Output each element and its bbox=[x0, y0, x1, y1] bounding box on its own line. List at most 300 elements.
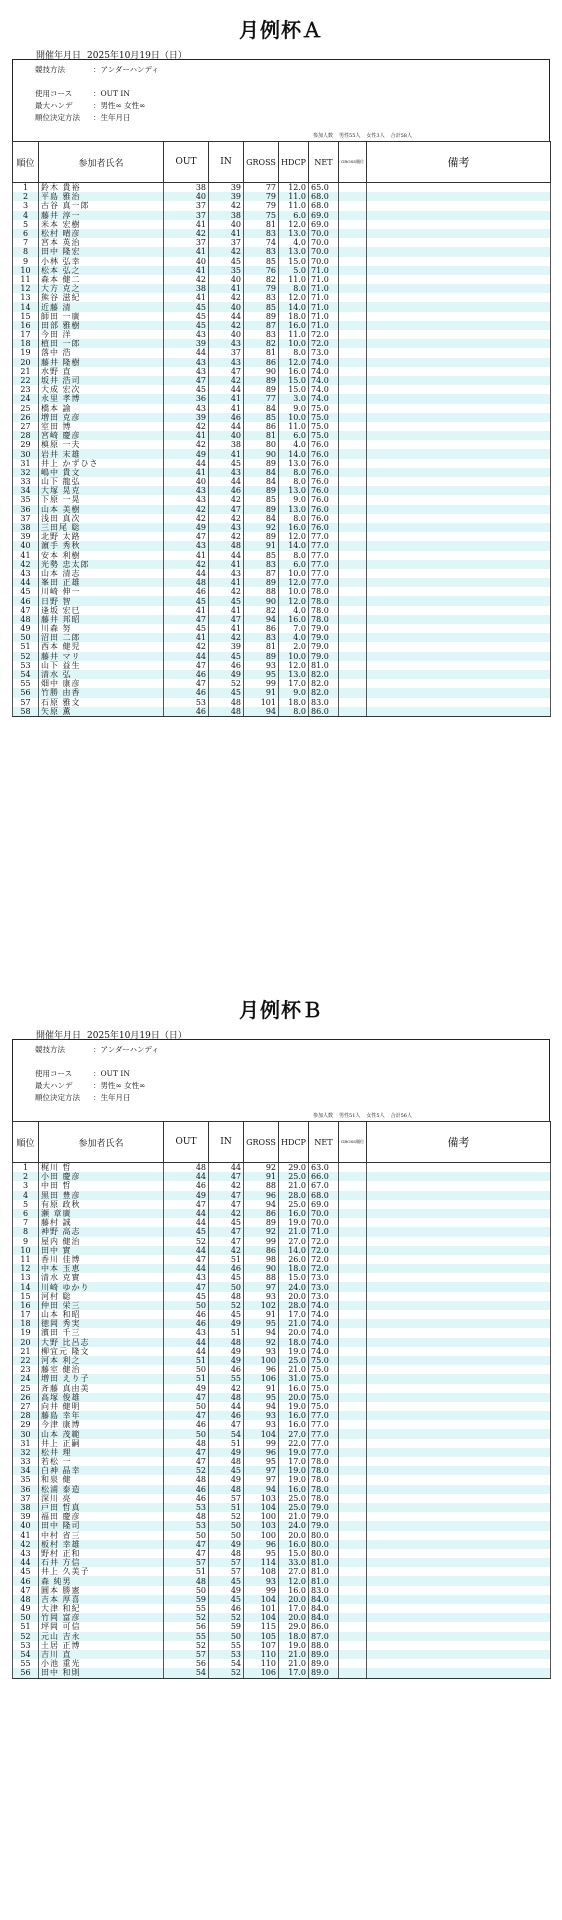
in-cell: 46 bbox=[209, 1411, 244, 1420]
out-cell: 47 bbox=[164, 532, 209, 541]
in-cell: 44 bbox=[209, 385, 244, 394]
in-cell: 40 bbox=[209, 431, 244, 440]
gross-cell: 85 bbox=[244, 257, 279, 266]
net-cell: 84.0 bbox=[309, 1604, 339, 1613]
hdcp-cell: 14.0 bbox=[279, 1246, 309, 1255]
table-row bbox=[13, 358, 551, 367]
name-cell: 大野 比呂志 bbox=[39, 1338, 164, 1347]
in-cell: 48 bbox=[209, 1393, 244, 1402]
table-row bbox=[13, 1172, 551, 1181]
gross-cell: 85 bbox=[244, 302, 279, 311]
rank-cell: 21 bbox=[13, 367, 39, 376]
name-cell: 向井 健明 bbox=[39, 1402, 164, 1411]
net-cell: 77.0 bbox=[309, 1429, 339, 1438]
net-cell: 89.0 bbox=[309, 1668, 339, 1678]
gross-cell: 94 bbox=[244, 1402, 279, 1411]
hdcp-cell: 28.0 bbox=[279, 1301, 309, 1310]
info-line bbox=[35, 1044, 159, 1055]
out-cell: 47 bbox=[164, 679, 209, 688]
in-cell: 46 bbox=[209, 413, 244, 422]
col-header-gross-rank: GROSS順位 bbox=[339, 142, 367, 183]
out-cell: 43 bbox=[164, 358, 209, 367]
note-cell bbox=[367, 1200, 551, 1209]
info-value: ：生年月日 bbox=[93, 1093, 131, 1102]
gross-rank-cell bbox=[339, 1246, 367, 1255]
rank-cell: 30 bbox=[13, 1429, 39, 1438]
note-cell bbox=[367, 459, 551, 468]
in-cell: 45 bbox=[209, 459, 244, 468]
out-cell: 44 bbox=[164, 1347, 209, 1356]
in-cell: 45 bbox=[209, 1576, 244, 1585]
in-cell: 48 bbox=[209, 541, 244, 550]
name-cell: 石原 雅文 bbox=[39, 698, 164, 707]
out-cell: 47 bbox=[164, 1411, 209, 1420]
gross-cell: 93 bbox=[244, 661, 279, 670]
name-cell: 大方 克之 bbox=[39, 284, 164, 293]
hdcp-cell: 10.0 bbox=[279, 339, 309, 348]
hdcp-cell: 20.0 bbox=[279, 1531, 309, 1540]
gross-rank-cell bbox=[339, 1191, 367, 1200]
info-key: 競技方法 bbox=[35, 65, 65, 74]
gross-cell: 91 bbox=[244, 1172, 279, 1181]
out-cell: 43 bbox=[164, 1328, 209, 1337]
out-cell: 43 bbox=[164, 486, 209, 495]
gross-cell: 90 bbox=[244, 1264, 279, 1273]
gross-rank-cell bbox=[339, 1448, 367, 1457]
gross-cell: 83 bbox=[244, 229, 279, 238]
note-cell bbox=[367, 560, 551, 569]
net-cell: 78.0 bbox=[309, 615, 339, 624]
net-cell: 77.0 bbox=[309, 1448, 339, 1457]
gross-rank-cell bbox=[339, 661, 367, 670]
hdcp-cell: 9.0 bbox=[279, 404, 309, 413]
name-cell: 河本 利之 bbox=[39, 1356, 164, 1365]
net-cell: 74.0 bbox=[309, 376, 339, 385]
out-cell: 50 bbox=[164, 1586, 209, 1595]
net-cell: 79.0 bbox=[309, 642, 339, 651]
col-header-name: 参加者氏名 bbox=[39, 1122, 164, 1163]
gross-cell: 89 bbox=[244, 486, 279, 495]
net-cell: 76.0 bbox=[309, 477, 339, 486]
gross-rank-cell bbox=[339, 275, 367, 284]
in-cell: 45 bbox=[209, 596, 244, 605]
in-cell: 43 bbox=[209, 358, 244, 367]
gross-cell: 94 bbox=[244, 1200, 279, 1209]
gross-cell: 89 bbox=[244, 505, 279, 514]
rank-cell: 49 bbox=[13, 1604, 39, 1613]
info-key: 順位決定方法 bbox=[35, 113, 80, 122]
gross-cell: 91 bbox=[244, 541, 279, 550]
col-header-net: NET bbox=[309, 142, 339, 183]
gross-rank-cell bbox=[339, 541, 367, 550]
note-cell bbox=[367, 229, 551, 238]
gross-cell: 90 bbox=[244, 367, 279, 376]
rank-cell: 54 bbox=[13, 670, 39, 679]
rank-cell: 25 bbox=[13, 1384, 39, 1393]
name-cell: 竹勝 由香 bbox=[39, 688, 164, 697]
gross-cell: 77 bbox=[244, 394, 279, 403]
note-cell bbox=[367, 505, 551, 514]
table-row bbox=[13, 1402, 551, 1411]
net-cell: 71.0 bbox=[309, 275, 339, 284]
note-cell bbox=[367, 1328, 551, 1337]
rank-cell: 55 bbox=[13, 1659, 39, 1668]
note-cell bbox=[367, 698, 551, 707]
col-header-gross: GROSS bbox=[244, 142, 279, 183]
gross-cell: 89 bbox=[244, 385, 279, 394]
net-cell: 75.0 bbox=[309, 413, 339, 422]
out-cell: 59 bbox=[164, 1595, 209, 1604]
gross-cell: 96 bbox=[244, 1191, 279, 1200]
net-cell: 83.0 bbox=[309, 698, 339, 707]
name-cell: 槙原 一夫 bbox=[39, 440, 164, 449]
note-cell bbox=[367, 1503, 551, 1512]
out-cell: 37 bbox=[164, 211, 209, 220]
gross-rank-cell bbox=[339, 266, 367, 275]
page-title: 月例杯Ａ bbox=[239, 18, 323, 42]
gross-cell: 100 bbox=[244, 1531, 279, 1540]
note-cell bbox=[367, 707, 551, 717]
net-cell: 74.0 bbox=[309, 358, 339, 367]
in-cell: 51 bbox=[209, 1255, 244, 1264]
hdcp-cell: 27.0 bbox=[279, 1429, 309, 1438]
net-cell: 76.0 bbox=[309, 495, 339, 504]
note-cell bbox=[367, 1420, 551, 1429]
hdcp-cell: 8.0 bbox=[279, 707, 309, 717]
rank-cell: 44 bbox=[13, 578, 39, 587]
rank-cell: 45 bbox=[13, 587, 39, 596]
note-cell bbox=[367, 1641, 551, 1650]
rank-cell: 43 bbox=[13, 569, 39, 578]
gross-rank-cell bbox=[339, 1255, 367, 1264]
name-cell: 藤井 邦昭 bbox=[39, 615, 164, 624]
name-cell: 大成 宏次 bbox=[39, 385, 164, 394]
net-cell: 74.0 bbox=[309, 1319, 339, 1328]
gross-rank-cell bbox=[339, 1466, 367, 1475]
in-cell: 49 bbox=[209, 1586, 244, 1595]
gross-rank-cell bbox=[339, 679, 367, 688]
in-cell: 53 bbox=[209, 1650, 244, 1659]
net-cell: 75.0 bbox=[309, 1374, 339, 1383]
rank-cell: 6 bbox=[13, 1209, 39, 1218]
gross-cell: 93 bbox=[244, 1347, 279, 1356]
gross-cell: 93 bbox=[244, 1420, 279, 1429]
gross-rank-cell bbox=[339, 1457, 367, 1466]
name-cell: 梶川 哲 bbox=[39, 1163, 164, 1173]
out-cell: 38 bbox=[164, 284, 209, 293]
gross-cell: 83 bbox=[244, 293, 279, 302]
in-cell: 47 bbox=[209, 1172, 244, 1181]
name-cell: 川森 努 bbox=[39, 624, 164, 633]
rank-cell: 17 bbox=[13, 1310, 39, 1319]
gross-rank-cell bbox=[339, 348, 367, 357]
name-cell: 斉藤 真由美 bbox=[39, 1384, 164, 1393]
rank-cell: 47 bbox=[13, 606, 39, 615]
hdcp-cell: 12.0 bbox=[279, 578, 309, 587]
gross-rank-cell bbox=[339, 376, 367, 385]
hdcp-cell: 19.0 bbox=[279, 1347, 309, 1356]
note-cell bbox=[367, 1255, 551, 1264]
gross-rank-cell bbox=[339, 358, 367, 367]
name-cell: 田中 隆司 bbox=[39, 1521, 164, 1530]
hdcp-cell: 10.0 bbox=[279, 413, 309, 422]
gross-rank-cell bbox=[339, 229, 367, 238]
note-cell bbox=[367, 1466, 551, 1475]
gross-rank-cell bbox=[339, 449, 367, 458]
net-cell: 74.0 bbox=[309, 1301, 339, 1310]
gross-rank-cell bbox=[339, 1485, 367, 1494]
gross-cell: 89 bbox=[244, 532, 279, 541]
gross-rank-cell bbox=[339, 1576, 367, 1585]
gross-cell: 76 bbox=[244, 266, 279, 275]
out-cell: 47 bbox=[164, 1549, 209, 1558]
net-cell: 74.0 bbox=[309, 1347, 339, 1356]
out-cell: 47 bbox=[164, 1282, 209, 1291]
out-cell: 44 bbox=[164, 1172, 209, 1181]
gross-rank-cell bbox=[339, 569, 367, 578]
net-cell: 67.0 bbox=[309, 1181, 339, 1190]
rank-cell: 50 bbox=[13, 633, 39, 642]
rank-cell: 40 bbox=[13, 541, 39, 550]
gross-rank-cell bbox=[339, 247, 367, 256]
table-row bbox=[13, 431, 551, 440]
out-cell: 51 bbox=[164, 1374, 209, 1383]
hdcp-cell: 27.0 bbox=[279, 1567, 309, 1576]
note-cell bbox=[367, 1273, 551, 1282]
rank-cell: 5 bbox=[13, 1200, 39, 1209]
out-cell: 49 bbox=[164, 523, 209, 532]
net-cell: 78.0 bbox=[309, 1475, 339, 1484]
note-cell bbox=[367, 358, 551, 367]
in-cell: 42 bbox=[209, 532, 244, 541]
gross-cell: 115 bbox=[244, 1622, 279, 1631]
rank-cell: 30 bbox=[13, 449, 39, 458]
info-value: ：OUT IN bbox=[93, 1069, 130, 1078]
hdcp-cell: 16.0 bbox=[279, 1586, 309, 1595]
in-cell: 35 bbox=[209, 266, 244, 275]
name-cell: 竹岡 富彦 bbox=[39, 1613, 164, 1622]
out-cell: 45 bbox=[164, 312, 209, 321]
col-header-in: IN bbox=[209, 1122, 244, 1163]
out-cell: 43 bbox=[164, 541, 209, 550]
info-key: 順位決定方法 bbox=[35, 1093, 80, 1102]
note-cell bbox=[367, 523, 551, 532]
table-row bbox=[13, 468, 551, 477]
gross-cell: 114 bbox=[244, 1558, 279, 1567]
name-cell: 河村 聡 bbox=[39, 1292, 164, 1301]
rank-cell: 2 bbox=[13, 1172, 39, 1181]
in-cell: 55 bbox=[209, 1374, 244, 1383]
table-row bbox=[13, 1420, 551, 1429]
gross-rank-cell bbox=[339, 1218, 367, 1227]
out-cell: 56 bbox=[164, 1622, 209, 1631]
table-row bbox=[13, 422, 551, 431]
name-cell: 沼田 二郎 bbox=[39, 633, 164, 642]
gross-rank-cell bbox=[339, 413, 367, 422]
rank-cell: 25 bbox=[13, 404, 39, 413]
note-cell bbox=[367, 1558, 551, 1567]
gross-rank-cell bbox=[339, 1237, 367, 1246]
gross-rank-cell bbox=[339, 330, 367, 339]
info-line bbox=[35, 112, 131, 123]
in-cell: 57 bbox=[209, 1567, 244, 1576]
out-cell: 43 bbox=[164, 495, 209, 504]
gross-cell: 90 bbox=[244, 596, 279, 605]
hdcp-cell: 12.0 bbox=[279, 661, 309, 670]
note-cell bbox=[367, 1384, 551, 1393]
gross-rank-cell bbox=[339, 394, 367, 403]
info-key: 競技方法 bbox=[35, 1045, 65, 1054]
note-cell bbox=[367, 1163, 551, 1173]
hdcp-cell: 13.0 bbox=[279, 229, 309, 238]
table-row bbox=[13, 1641, 551, 1650]
note-cell bbox=[367, 514, 551, 523]
note-cell bbox=[367, 606, 551, 615]
gross-cell: 95 bbox=[244, 1319, 279, 1328]
net-cell: 84.0 bbox=[309, 1613, 339, 1622]
out-cell: 49 bbox=[164, 1384, 209, 1393]
hdcp-cell: 16.0 bbox=[279, 523, 309, 532]
net-cell: 63.0 bbox=[309, 1163, 339, 1173]
gross-cell: 91 bbox=[244, 688, 279, 697]
note-cell bbox=[367, 1218, 551, 1227]
in-cell: 47 bbox=[209, 1227, 244, 1236]
table-row bbox=[13, 394, 551, 403]
net-cell: 69.0 bbox=[309, 1200, 339, 1209]
out-cell: 51 bbox=[164, 1356, 209, 1365]
out-cell: 46 bbox=[164, 1310, 209, 1319]
out-cell: 45 bbox=[164, 596, 209, 605]
table-row bbox=[13, 440, 551, 449]
hdcp-cell: 20.0 bbox=[279, 1613, 309, 1622]
net-cell: 69.0 bbox=[309, 220, 339, 229]
name-cell: 落中 浩 bbox=[39, 348, 164, 357]
net-cell: 73.0 bbox=[309, 1282, 339, 1291]
table-row bbox=[13, 615, 551, 624]
out-cell: 47 bbox=[164, 1255, 209, 1264]
table-row bbox=[13, 642, 551, 651]
table-row bbox=[13, 633, 551, 642]
net-cell: 76.0 bbox=[309, 468, 339, 477]
net-cell: 71.0 bbox=[309, 1227, 339, 1236]
out-cell: 36 bbox=[164, 394, 209, 403]
name-cell: 若松 一 bbox=[39, 1457, 164, 1466]
net-cell: 70.0 bbox=[309, 247, 339, 256]
name-cell: 今田 洋 bbox=[39, 330, 164, 339]
net-cell: 72.0 bbox=[309, 339, 339, 348]
in-cell: 49 bbox=[209, 1356, 244, 1365]
note-cell bbox=[367, 312, 551, 321]
gross-cell: 110 bbox=[244, 1650, 279, 1659]
in-cell: 45 bbox=[209, 688, 244, 697]
note-cell bbox=[367, 1365, 551, 1374]
gross-rank-cell bbox=[339, 1540, 367, 1549]
name-cell: 元山 吉永 bbox=[39, 1632, 164, 1641]
out-cell: 49 bbox=[164, 449, 209, 458]
note-cell bbox=[367, 257, 551, 266]
info-value: ：アンダーハンディ bbox=[93, 1045, 159, 1054]
hdcp-cell: 8.0 bbox=[279, 477, 309, 486]
note-cell bbox=[367, 1475, 551, 1484]
name-cell: 田中 隆宏 bbox=[39, 247, 164, 256]
rank-cell: 35 bbox=[13, 1475, 39, 1484]
hdcp-cell: 11.0 bbox=[279, 422, 309, 431]
rank-cell: 57 bbox=[13, 698, 39, 707]
table-row bbox=[13, 1475, 551, 1484]
net-cell: 72.0 bbox=[309, 1246, 339, 1255]
in-cell: 42 bbox=[209, 247, 244, 256]
note-cell bbox=[367, 1668, 551, 1678]
info-value: ：OUT IN bbox=[93, 89, 130, 98]
gross-rank-cell bbox=[339, 1273, 367, 1282]
note-cell bbox=[367, 468, 551, 477]
net-cell: 75.0 bbox=[309, 1356, 339, 1365]
gross-rank-cell bbox=[339, 1181, 367, 1190]
rank-cell: 45 bbox=[13, 1567, 39, 1576]
hdcp-cell: 19.0 bbox=[279, 1448, 309, 1457]
net-cell: 74.0 bbox=[309, 1310, 339, 1319]
rank-cell: 42 bbox=[13, 1540, 39, 1549]
gross-cell: 99 bbox=[244, 1439, 279, 1448]
in-cell: 59 bbox=[209, 1622, 244, 1631]
rank-cell: 40 bbox=[13, 1521, 39, 1530]
hdcp-cell: 19.0 bbox=[279, 1402, 309, 1411]
rank-cell: 36 bbox=[13, 505, 39, 514]
gross-cell: 101 bbox=[244, 1604, 279, 1613]
hdcp-cell: 28.0 bbox=[279, 1191, 309, 1200]
participant-stats bbox=[313, 132, 418, 139]
col-header-gross: GROSS bbox=[244, 1122, 279, 1163]
out-cell: 42 bbox=[164, 422, 209, 431]
out-cell: 45 bbox=[164, 302, 209, 311]
table-row bbox=[13, 1209, 551, 1218]
net-cell: 79.0 bbox=[309, 633, 339, 642]
note-cell bbox=[367, 367, 551, 376]
gross-rank-cell bbox=[339, 652, 367, 661]
net-cell: 78.0 bbox=[309, 1494, 339, 1503]
hdcp-cell: 8.0 bbox=[279, 284, 309, 293]
out-cell: 38 bbox=[164, 183, 209, 193]
in-cell: 52 bbox=[209, 1512, 244, 1521]
table-row bbox=[13, 220, 551, 229]
net-cell: 81.0 bbox=[309, 1558, 339, 1567]
in-cell: 42 bbox=[209, 514, 244, 523]
name-cell: 田中 實 bbox=[39, 1246, 164, 1255]
gross-cell: 88 bbox=[244, 587, 279, 596]
gross-rank-cell bbox=[339, 1475, 367, 1484]
table-row bbox=[13, 1567, 551, 1576]
hdcp-cell: 16.0 bbox=[279, 615, 309, 624]
net-cell: 76.0 bbox=[309, 440, 339, 449]
gross-rank-cell bbox=[339, 633, 367, 642]
in-cell: 41 bbox=[209, 449, 244, 458]
table-row bbox=[13, 505, 551, 514]
note-cell bbox=[367, 1237, 551, 1246]
table-row bbox=[13, 477, 551, 486]
hdcp-cell: 6.0 bbox=[279, 431, 309, 440]
gross-cell: 104 bbox=[244, 1503, 279, 1512]
out-cell: 56 bbox=[164, 1659, 209, 1668]
note-cell bbox=[367, 1576, 551, 1585]
gross-rank-cell bbox=[339, 1319, 367, 1328]
name-cell: 小田 慶彦 bbox=[39, 1172, 164, 1181]
table-row bbox=[13, 1466, 551, 1475]
out-cell: 44 bbox=[164, 1209, 209, 1218]
col-header-net: NET bbox=[309, 1122, 339, 1163]
gross-cell: 89 bbox=[244, 376, 279, 385]
in-cell: 41 bbox=[209, 404, 244, 413]
out-cell: 48 bbox=[164, 578, 209, 587]
